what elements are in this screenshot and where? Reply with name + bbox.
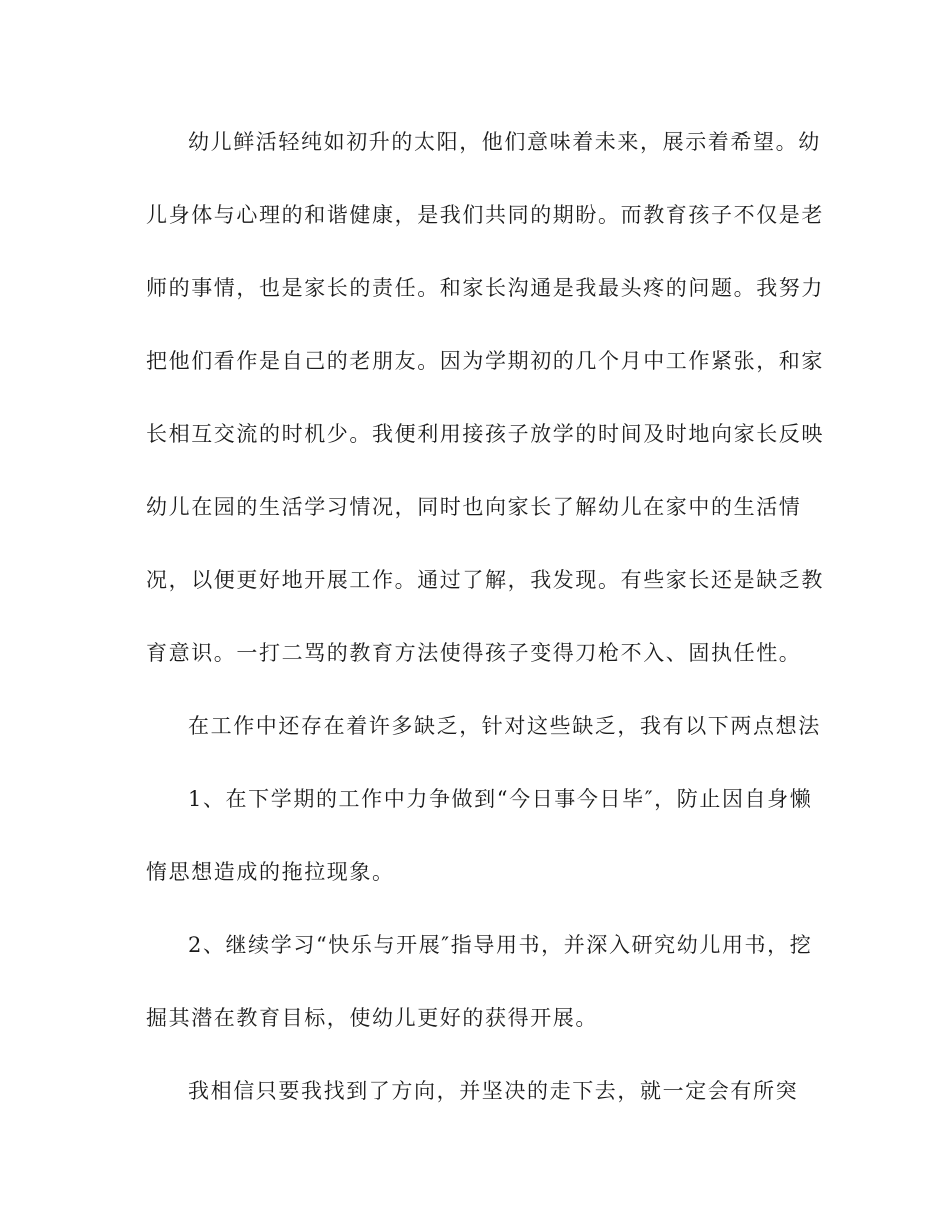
paragraph-line: 长相互交流的时机少。我便利用接孩子放学的时间及时地向家长反映 — [146, 422, 824, 446]
paragraph-line: 育意识。一打二骂的教育方法使得孩子变得刀枪不入、固执任性。 — [146, 641, 802, 665]
paragraph-line: 在工作中还存在着许多缺乏，针对这些缺乏，我有以下两点想法 — [188, 714, 821, 738]
list-item-line: 惰思想造成的拖拉现象。 — [146, 860, 395, 884]
list-item-line: 2、继续学习“快乐与开展″指导用书，并深入研究幼儿用书，挖 — [188, 933, 813, 957]
list-item-line: 1、在下学期的工作中力争做到“今日事今日毕″，防止因自身懒 — [188, 787, 813, 811]
paragraph-line: 幼儿鲜活轻纯如初升的太阳，他们意味着未来，展示着希望。幼 — [188, 130, 821, 154]
paragraph-line: 儿身体与心理的和谐健康，是我们共同的期盼。而教育孩子不仅是老 — [146, 203, 824, 227]
paragraph-line: 况，以便更好地开展工作。通过了解，我发现。有些家长还是缺乏教 — [146, 568, 824, 592]
paragraph-line: 师的事情，也是家长的责任。和家长沟通是我最头疼的问题。我努力 — [146, 276, 824, 300]
list-item-line: 掘其潜在教育目标，使幼儿更好的获得开展。 — [146, 1006, 598, 1030]
paragraph-line: 幼儿在园的生活学习情况，同时也向家长了解幼儿在家中的生活情 — [146, 495, 802, 519]
paragraph-line: 把他们看作是自己的老朋友。因为学期初的几个月中工作紧张，和家 — [146, 349, 824, 373]
paragraph-line: 我相信只要我找到了方向，并坚决的走下去，就一定会有所突 — [188, 1079, 799, 1103]
